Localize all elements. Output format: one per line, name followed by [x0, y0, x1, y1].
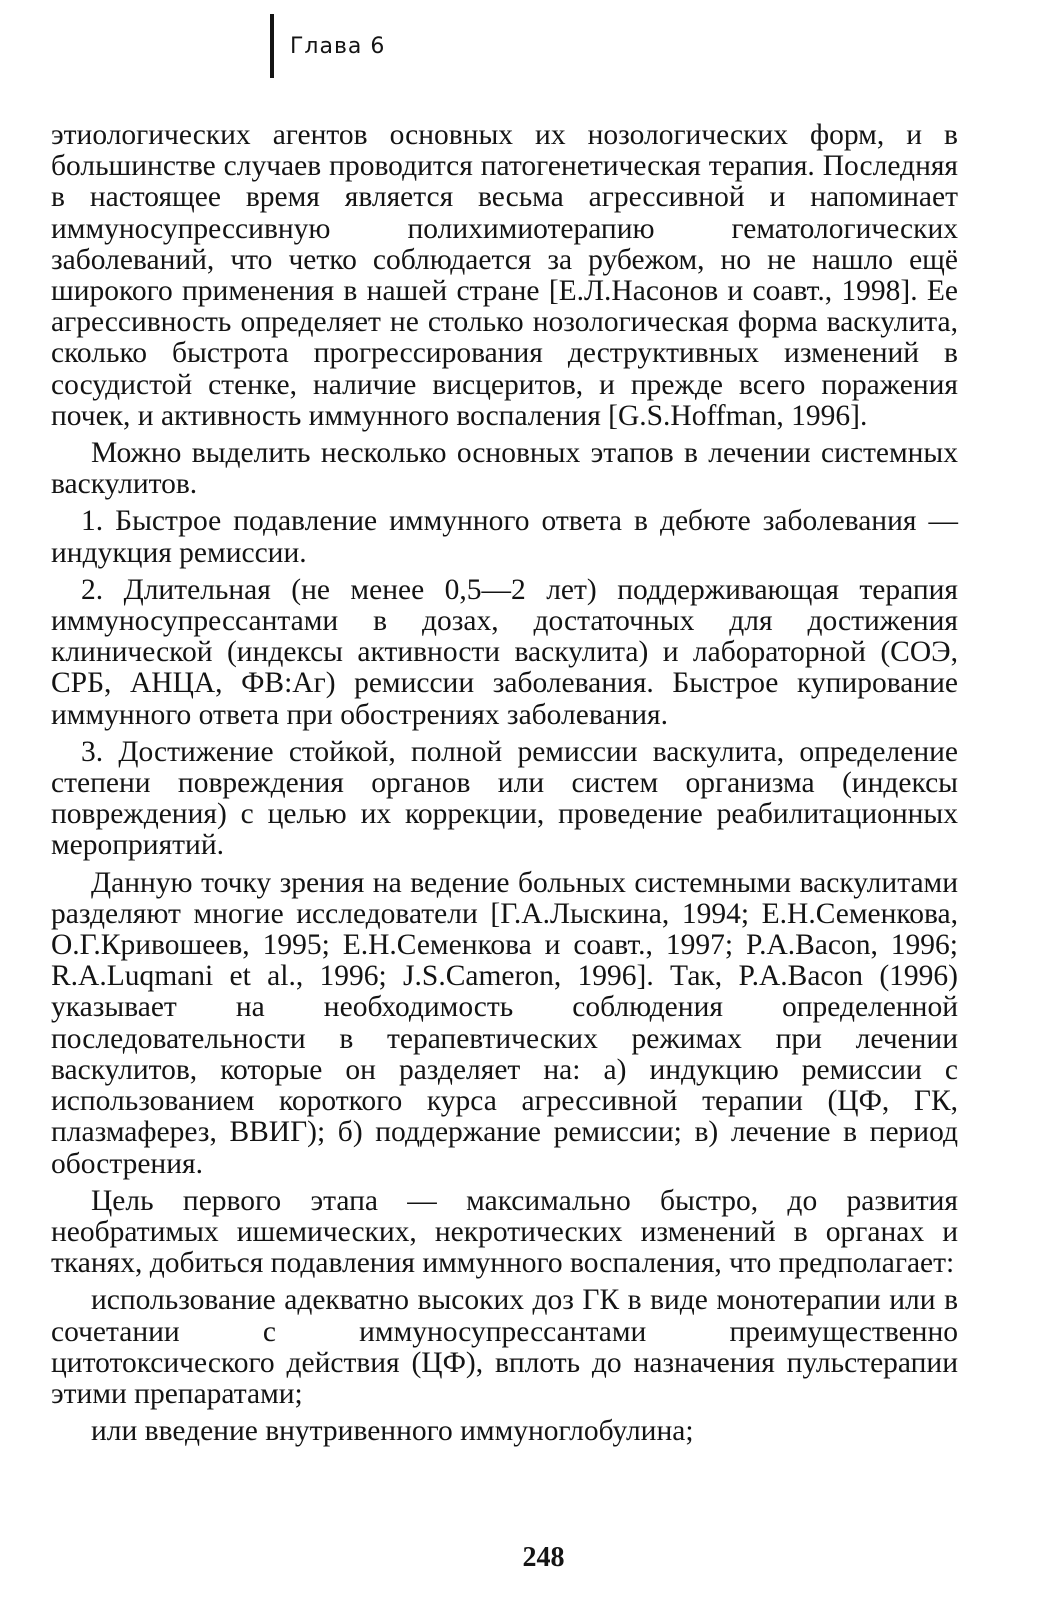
paragraph-high-dose-gk: использование адекватно высоких доз ГК в виде монотерапии или в сочетании с иммуносупрессантами преимущественно цитотоксического действия (ЦФ), вплоть до назначения пульстерапии этими препаратами;	[51, 1284, 958, 1410]
running-header	[270, 14, 385, 78]
chapter-title: Глава 6	[290, 33, 386, 59]
paragraph-first-stage-goal: Цель первого этапа — максимально быстро, до развития необратимых ишемических, некротических изменений в органах и тканях, добиться подавления иммунного воспаления, что предполагает:	[51, 1184, 958, 1280]
paragraph-researchers: Данную точку зрения на ведение больных системными васкулитами разделяют многие исследователи [Г.А.Лыскина, 1994; Е.Н.Семенкова, О.Г.Кривошеев, 1995; Е.Н.Семенкова и соавт., 1997; P.A.Bacon, 1996; R.A.Luqmani et al., 1996; J.S.Cameron, 1996]. Так, P.A.Bacon (1996) указывает на необходимость соблюдения определенной последовательности в терапевтических режимах при лечении васкулитов, которые он разделяет на: а) индукцию ремиссии с использованием короткого курса агрессивной терапии (ЦФ, ГК, плазмаферез, ВВИГ); б) поддержание ремиссии; в) лечение в период обострения.	[51, 866, 958, 1180]
paragraph-stages-intro: Можно выделить несколько основных этапов в лечении системных васкулитов.	[51, 437, 958, 501]
header-divider	[270, 14, 274, 78]
list-item-stage-1: 1. Быстрое подавление иммунного ответа в дебюте заболевания — индукция ремиссии.	[51, 505, 958, 569]
paragraph-ivig: или введение внутривенного иммуноглобулина;	[91, 1415, 694, 1448]
page-body	[51, 120, 958, 1453]
page-number: 248	[522, 1542, 565, 1573]
list-item-stage-3: 3. Достижение стойкой, полной ремиссии васкулита, определение степени повреждения органов или систем организма (индексы повреждения) с целью их коррекции, проведение реабилитационных мероприятий.	[51, 735, 958, 862]
list-item-stage-2: 2. Длительная (не менее 0,5—2 лет) поддерживающая терапия иммуносупрессантами в дозах, достаточных для достижения клинической (индексы активности васкулита) и лабораторной (СОЭ, СРБ, АНЦА, ФВ:Аг) ремиссии заболевания. Быстрое купирование иммунного ответа при обострениях заболевания.	[51, 573, 958, 731]
paragraph-continuation: этиологических агентов основных их нозологических форм, и в большинстве случаев проводится патогенетическая терапия. Последняя в настоящее время является весьма агрессивной и напоминает иммуносупрессивную полихимиотерапию гематологических заболеваний, что четко соблюдается за рубежом, но не нашло ещё широкого применения в нашей стране [Е.Л.Насонов и соавт., 1998]. Ее агрессивность определяет не столько нозологическая форма васкулита, сколько быстрота прогрессирования деструктивных изменений в сосудистой стенке, наличие висцеритов, и прежде всего поражения почек, и активность иммунного воспаления [G.S.Hoffman, 1996].	[51, 119, 958, 432]
